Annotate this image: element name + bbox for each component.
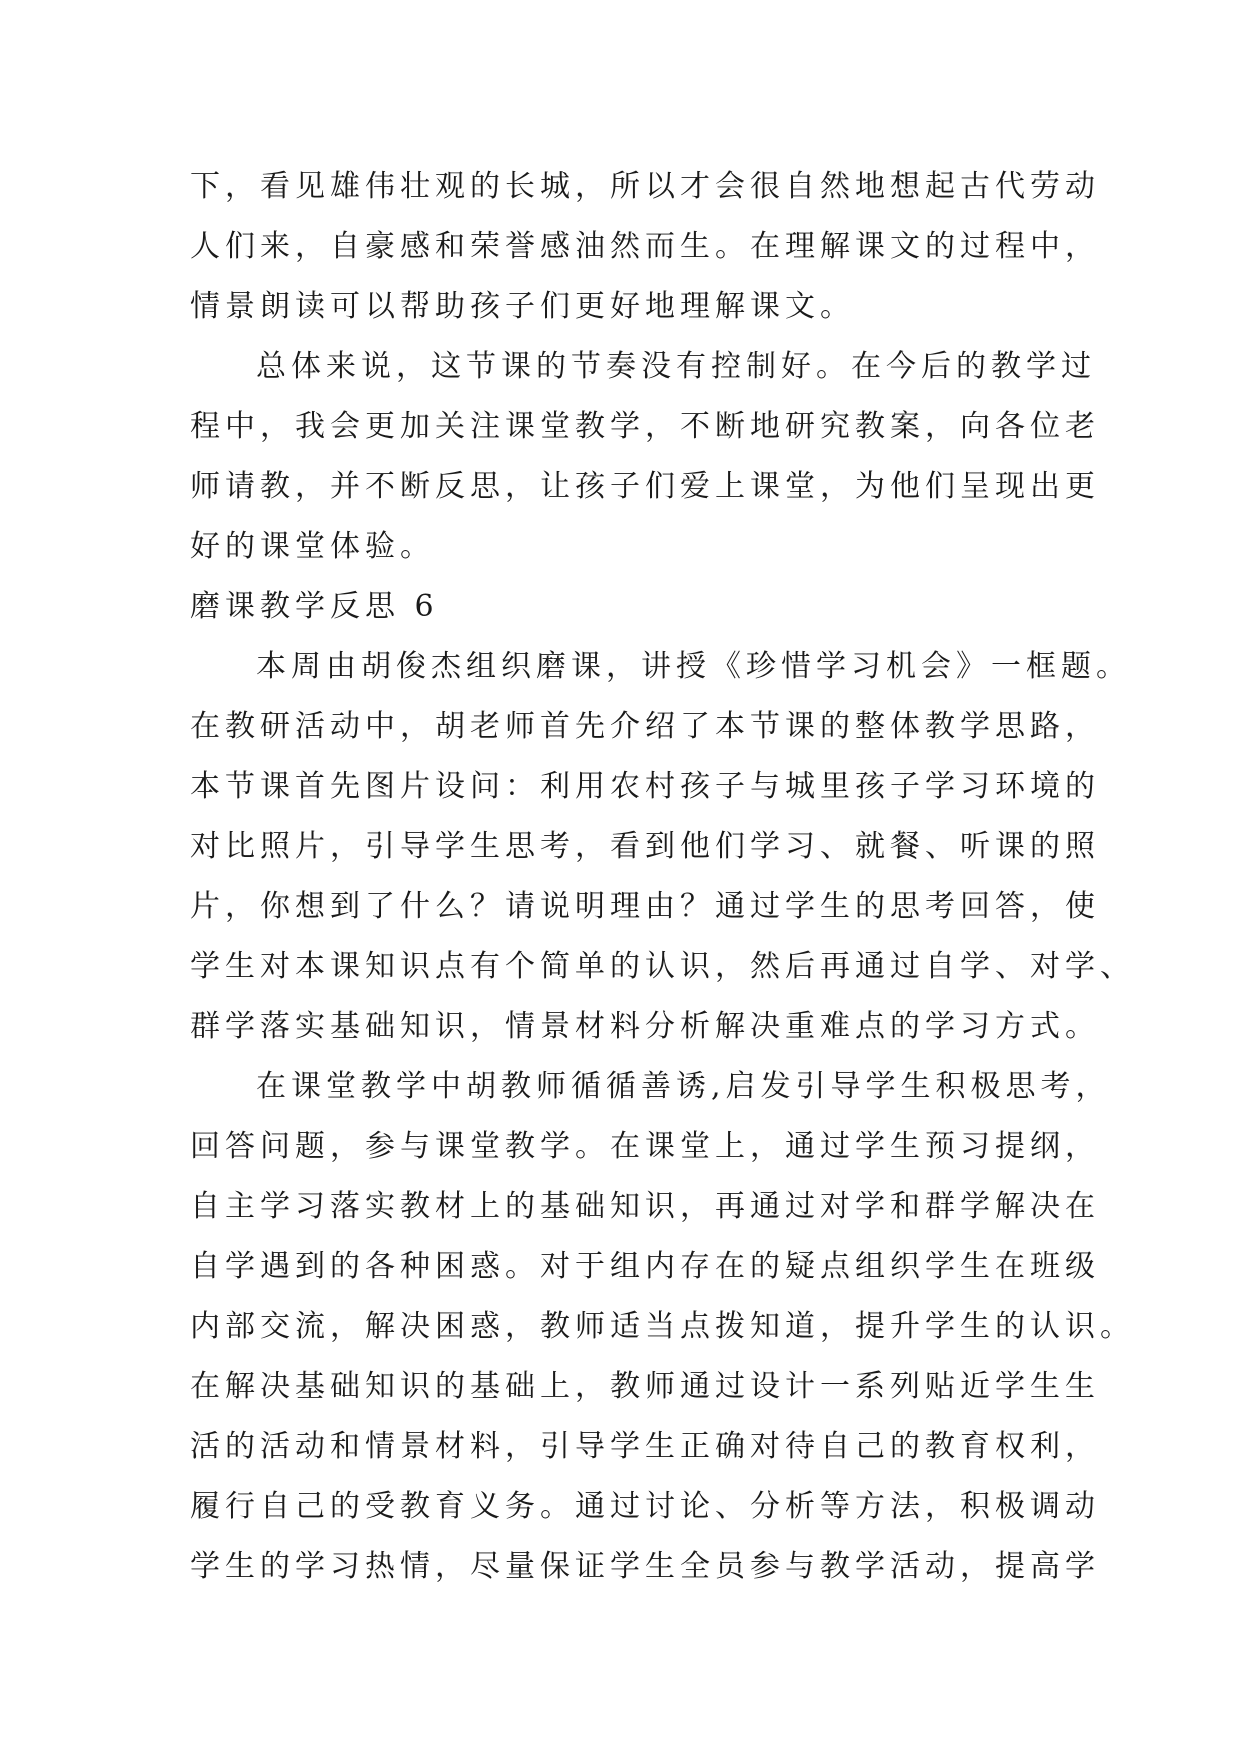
text-line: 师请教，并不断反思，让孩子们爱上课堂，为他们呈现出更	[190, 469, 1100, 504]
text-line: 学生的学习热情，尽量保证学生全员参与教学活动，提高学	[190, 1549, 1100, 1584]
text-line: 学生对本课知识点有个简单的认识，然后再通过自学、对学、	[190, 949, 1135, 984]
paragraph-first-line: 本周由胡俊杰组织磨课，讲授《珍惜学习机会》一框题。	[256, 649, 1131, 684]
paragraph-first-line: 总体来说，这节课的节奏没有控制好。在今后的教学过	[256, 349, 1096, 384]
text-line: 片，你想到了什么？请说明理由？通过学生的思考回答，使	[190, 889, 1100, 924]
text-line: 在解决基础知识的基础上，教师通过设计一系列贴近学生生	[190, 1369, 1100, 1404]
text-line: 好的课堂体验。	[190, 529, 435, 564]
text-line: 回答问题，参与课堂教学。在课堂上，通过学生预习提纲，	[190, 1129, 1100, 1164]
text-line: 活的活动和情景材料，引导学生正确对待自己的教育权利，	[190, 1429, 1100, 1464]
text-line: 下，看见雄伟壮观的长城，所以才会很自然地想起古代劳动	[190, 169, 1100, 204]
paragraph-first-line: 在课堂教学中胡教师循循善诱,启发引导学生积极思考，	[256, 1069, 1111, 1104]
text-line: 内部交流，解决困惑，教师适当点拨知道，提升学生的认识。	[190, 1309, 1135, 1344]
text-line: 人们来，自豪感和荣誉感油然而生。在理解课文的过程中，	[190, 229, 1100, 264]
text-line: 在教研活动中，胡老师首先介绍了本节课的整体教学思路，	[190, 709, 1100, 744]
text-line: 自主学习落实教材上的基础知识，再通过对学和群学解决在	[190, 1189, 1100, 1224]
text-line: 本节课首先图片设问：利用农村孩子与城里孩子学习环境的	[190, 769, 1100, 804]
section-heading: 磨课教学反思 6	[190, 589, 439, 624]
text-line: 自学遇到的各种困惑。对于组内存在的疑点组织学生在班级	[190, 1249, 1100, 1284]
text-line: 对比照片，引导学生思考，看到他们学习、就餐、听课的照	[190, 829, 1100, 864]
text-line: 情景朗读可以帮助孩子们更好地理解课文。	[190, 289, 855, 324]
text-line: 群学落实基础知识，情景材料分析解决重难点的学习方式。	[190, 1009, 1100, 1044]
text-line: 履行自己的受教育义务。通过讨论、分析等方法，积极调动	[190, 1489, 1100, 1524]
text-line: 程中，我会更加关注课堂教学，不断地研究教案，向各位老	[190, 409, 1100, 444]
document-body	[190, 157, 1135, 1597]
